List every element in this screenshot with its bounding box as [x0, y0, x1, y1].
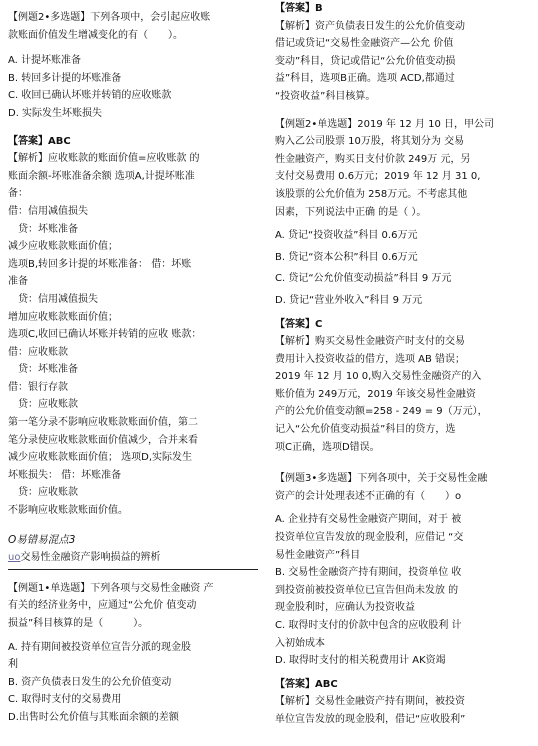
text-line: 借：银行存款 — [8, 381, 68, 393]
option-c: C. 取得时支付的交易费用 — [8, 694, 122, 706]
text-line: 【例题2•单选题】2019 年 12 月 10 日，甲公司 — [275, 118, 495, 130]
text-line: 【解析】交易性金融资产持有期间，被投资 — [275, 696, 465, 708]
example-1-question — [8, 580, 266, 633]
text-line: 费用计入投资收益的借方，选项 AB 错误； — [275, 353, 466, 365]
text-line: 贷：坏账准备 — [8, 223, 78, 235]
option-a-cont: 投资单位宣告发放的现金股利，应借记 “交 — [275, 532, 464, 544]
option-d: D. 取得时支付的相关税费用计 AK资竭 — [275, 655, 446, 667]
text-line: 项C正确，选项D错误。 — [275, 441, 380, 453]
section-heading — [8, 549, 266, 567]
option-d: D. 实际发生坏账损失 — [8, 107, 103, 119]
text-line: 【例题3•多选题】下列各项中，关于交易性金融 — [275, 473, 488, 485]
example-2-options — [8, 52, 266, 122]
text-line: 记入“公允价值变动损益”科目的贷方，选 — [275, 424, 456, 436]
text-line: 贷：坏账准备 — [8, 364, 78, 376]
text-line: 借：应收账款 — [8, 346, 68, 358]
option-c-cont: 入初始成本 — [275, 637, 325, 649]
example-1-options — [8, 639, 266, 727]
example-2-question — [8, 9, 266, 44]
text-line: 该股票的公允价值为 258万元。不考虑其他 — [275, 188, 468, 200]
example-3-question — [275, 470, 533, 505]
text-line: 【例题1•单选题】下列各项与交易性金融资 产 — [8, 582, 214, 594]
text-line: 减少应收账款账面价值； — [8, 241, 118, 253]
text-line: 增加应收账款账面价值； — [8, 311, 118, 323]
option-a: A. 持有期间被投资单位宣告分派的现金股 — [8, 641, 192, 653]
text-line: 性金融资产，购买日支付价款 249万 元，另 — [275, 153, 471, 165]
text-line: 借：信用减值损失 — [8, 205, 88, 217]
text-line: 不影响应收账款账面价值。 — [8, 505, 128, 517]
section-marker: O易错易混点3 — [8, 533, 76, 546]
option-b: B. 交易性金融资产持有期间，投资单位 收 — [275, 567, 462, 579]
option-b-cont: 到投资前被投资单位已宣告但尚未发放 的 — [275, 584, 459, 596]
text-line: 因素，下列说法中正确 的是（ ）。 — [275, 206, 427, 218]
text-line: 减少应收账款账面价值； 选项D,实际发生 — [8, 452, 193, 464]
section-prefix: uo — [8, 552, 21, 564]
example-2-single-question — [275, 116, 533, 222]
text-line: 款账面价值发生增减变化的有（ ）。 — [8, 29, 183, 41]
example-3-answer: 【答案】ABC — [275, 678, 338, 690]
example-2-single-explanation — [275, 333, 533, 456]
section-title: 交易性金融资产影响损益的辨析 — [20, 552, 161, 564]
text-line: 变动”科目，贷记或借记“公允价值变动损 — [275, 55, 456, 67]
option-d: D.出售时公允价值与其账面余额的差额 — [8, 711, 179, 723]
option-b: B. 资产负债表日发生的公允价值变动 — [8, 676, 172, 688]
text-line: 【解析】购买交易性金融资产时支付的交易 — [275, 336, 465, 348]
text-line: 购入乙公司股票 10万股，将其划分为 交易 — [275, 136, 465, 148]
text-line: 选项C,收回已确认坏账并转销的应收 账款： — [8, 329, 202, 341]
option-a: A. 计提坏账准备 — [8, 55, 82, 67]
text-line: 备： — [8, 188, 28, 200]
text-line: 选项B,转回多计提的坏账准备： 借：坏账 — [8, 258, 192, 270]
section-divider — [8, 569, 258, 570]
example-2-single-options — [275, 227, 533, 309]
left-column — [8, 0, 266, 727]
example-3-explanation — [275, 693, 533, 728]
option-b: B. 转回多计提的坏账准备 — [8, 72, 122, 84]
text-line: 贷：应收账款 — [8, 399, 78, 411]
text-line: 贷：应收账款 — [8, 487, 78, 499]
text-line: 支付交易费用 0.6万元；2019 年 12 月 31 0, — [275, 171, 481, 183]
text-line: 第一笔分录不影响应收账款账面价值，第二 — [8, 417, 198, 429]
example-1-answer: 【答案】B — [275, 3, 323, 14]
option-c: C. 收回已确认坏账并转销的应收账款 — [8, 90, 172, 102]
text-line: 有关的经济业务中，应通过“公允价 值变动 — [8, 600, 197, 612]
text-line: 账价值为 249万元，2019 年该交易性金融资 — [275, 388, 476, 400]
option-a-cont: 利 — [8, 659, 18, 671]
right-column — [275, 0, 533, 729]
text-line: 【例题2•多选题】下列各项中，会引起应收账 — [8, 12, 211, 23]
option-a: A. 企业持有交易性金融资产期间，对于 被 — [275, 514, 462, 526]
text-line: 产的公允价值变动额=258 - 249 = 9（万元）， — [275, 406, 488, 418]
text-line: 益”科目，选项B正确。选项 ACD,都通过 — [275, 73, 455, 85]
example-2-answer: 【答案】ABC — [8, 135, 71, 147]
text-line: 损益”科目核算的是（ ）。 — [8, 618, 149, 629]
example-2-explanation — [8, 150, 266, 519]
option-c: C. 取得时支付的价款中包含的应收股利 计 — [275, 620, 462, 631]
text-line: 资产的会计处理表述不正确的有（ ）o — [275, 490, 462, 502]
text-line: 账面余额-坏账准备余额 选项A,计提坏账准 — [8, 170, 195, 182]
text-line: 坏账损失： 借：坏账准备 — [8, 469, 122, 481]
text-line: 【解析】应收账款的账面价值=应收账款 的 — [8, 153, 200, 165]
option-a-cont: 易性金融资产”科目 — [275, 549, 361, 561]
option-b-cont: 现金股利时，应确认为投资收益 — [275, 602, 415, 614]
text-line: 准备 — [8, 276, 28, 288]
example-2-single-answer: 【答案】C — [275, 318, 323, 330]
text-line: “投资收益”科目核算。 — [275, 90, 376, 102]
option-c: C. 贷记“公允价值变动损益”科目 9 万元 — [275, 273, 452, 285]
text-line: 2019 年 12 月 10 0,购入交易性金融资产的入 — [275, 371, 482, 383]
text-line: 借记或贷记“交易性金融资产—公允 价值 — [275, 38, 454, 50]
text-line: 贷：信用减值损失 — [8, 293, 98, 305]
text-line: 单位宣告发放的现金股利，借记“应收股利” — [275, 713, 466, 725]
option-b: B. 贷记“资本公积”科目 0.6万元 — [275, 251, 418, 263]
text-line: 【解析】资产负债表日发生的公允价值变动 — [275, 20, 465, 32]
option-a: A. 贷记“投资收益”科目 0.6万元 — [275, 230, 418, 242]
example-3-options — [275, 511, 533, 669]
text-line: 笔分录使应收账款账面价值减少，合并来看 — [8, 434, 198, 446]
option-d: D. 贷记“营业外收入”科目 9 万元 — [275, 294, 423, 306]
example-1-explanation — [275, 18, 533, 106]
